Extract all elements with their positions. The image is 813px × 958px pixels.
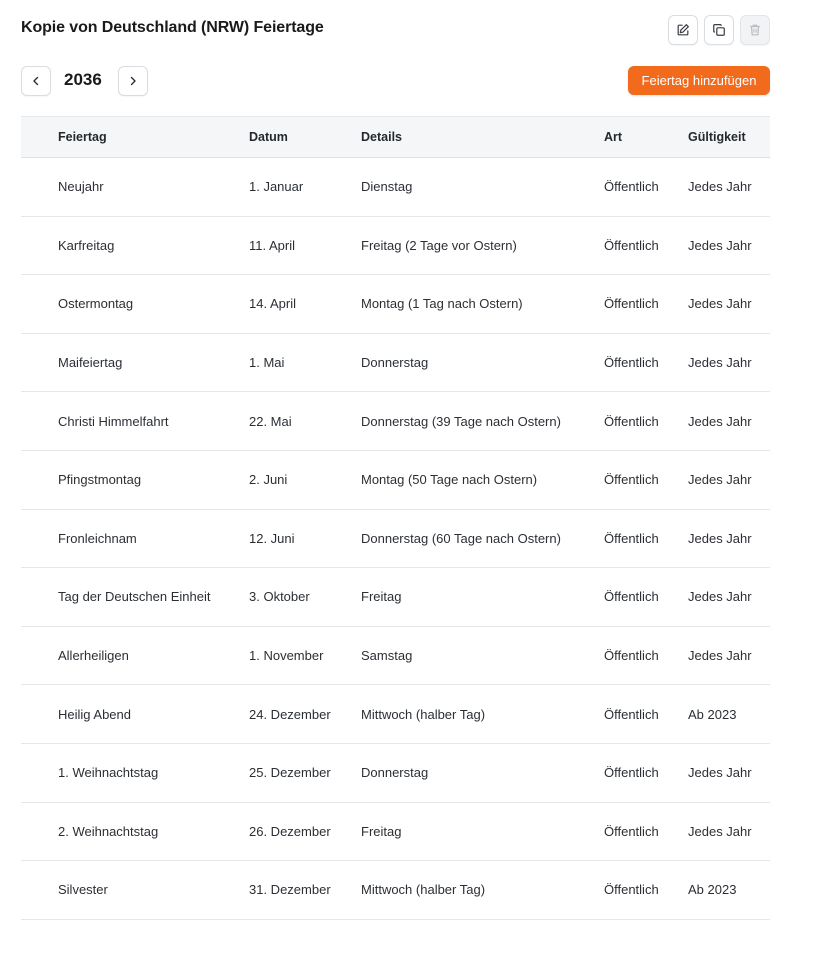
trash-icon xyxy=(748,23,762,37)
holiday-name: Christi Himmelfahrt xyxy=(21,392,249,451)
holiday-date: 1. November xyxy=(249,626,361,685)
chevron-right-icon xyxy=(127,75,139,87)
holiday-validity: Ab 2023 xyxy=(688,685,770,744)
table-row[interactable] xyxy=(21,216,770,275)
holiday-type: Öffentlich xyxy=(604,450,688,509)
table-row[interactable] xyxy=(21,568,770,627)
holiday-type: Öffentlich xyxy=(604,802,688,861)
table-row[interactable] xyxy=(21,450,770,509)
table-row[interactable] xyxy=(21,626,770,685)
holiday-date: 1. Mai xyxy=(249,333,361,392)
edit-icon xyxy=(676,23,690,37)
copy-icon xyxy=(712,23,726,37)
holiday-name: Pfingstmontag xyxy=(21,450,249,509)
table-row[interactable] xyxy=(21,861,770,920)
table-row[interactable] xyxy=(21,275,770,334)
table-row[interactable] xyxy=(21,509,770,568)
holiday-type: Öffentlich xyxy=(604,743,688,802)
holiday-date: 11. April xyxy=(249,216,361,275)
holiday-details: Montag (1 Tag nach Ostern) xyxy=(361,275,604,334)
holiday-validity: Jedes Jahr xyxy=(688,450,770,509)
holiday-type: Öffentlich xyxy=(604,861,688,920)
holiday-type: Öffentlich xyxy=(604,509,688,568)
next-year-button[interactable] xyxy=(118,66,148,96)
holidays-table xyxy=(21,116,770,920)
table-row[interactable] xyxy=(21,158,770,217)
holiday-date: 1. Januar xyxy=(249,158,361,217)
holiday-details: Freitag xyxy=(361,568,604,627)
holiday-name: Neujahr xyxy=(21,158,249,217)
holiday-type: Öffentlich xyxy=(604,158,688,217)
holiday-validity: Jedes Jahr xyxy=(688,275,770,334)
previous-year-button[interactable] xyxy=(21,66,51,96)
holiday-date: 25. Dezember xyxy=(249,743,361,802)
holiday-validity: Jedes Jahr xyxy=(688,158,770,217)
holiday-validity: Ab 2023 xyxy=(688,861,770,920)
table-row[interactable] xyxy=(21,333,770,392)
add-holiday-button[interactable]: Feiertag hinzufügen xyxy=(628,66,770,95)
table-row[interactable] xyxy=(21,743,770,802)
holiday-details: Mittwoch (halber Tag) xyxy=(361,861,604,920)
holiday-type: Öffentlich xyxy=(604,333,688,392)
holiday-details: Donnerstag xyxy=(361,333,604,392)
holiday-name: 1. Weihnachtstag xyxy=(21,743,249,802)
holiday-name: Silvester xyxy=(21,861,249,920)
column-header-validity[interactable]: Gültigkeit xyxy=(688,117,770,158)
table-row[interactable] xyxy=(21,802,770,861)
holiday-details: Donnerstag (39 Tage nach Ostern) xyxy=(361,392,604,451)
holiday-name: 2. Weihnachtstag xyxy=(21,802,249,861)
holiday-name: Fronleichnam xyxy=(21,509,249,568)
holiday-validity: Jedes Jahr xyxy=(688,743,770,802)
column-header-type[interactable]: Art xyxy=(604,117,688,158)
holiday-details: Donnerstag xyxy=(361,743,604,802)
chevron-left-icon xyxy=(30,75,42,87)
holiday-validity: Jedes Jahr xyxy=(688,802,770,861)
holiday-validity: Jedes Jahr xyxy=(688,392,770,451)
holiday-date: 2. Juni xyxy=(249,450,361,509)
holiday-date: 24. Dezember xyxy=(249,685,361,744)
current-year: 2036 xyxy=(64,70,102,89)
holiday-date: 31. Dezember xyxy=(249,861,361,920)
holiday-type: Öffentlich xyxy=(604,216,688,275)
holiday-name: Heilig Abend xyxy=(21,685,249,744)
edit-button[interactable] xyxy=(668,15,698,45)
holiday-validity: Jedes Jahr xyxy=(688,509,770,568)
copy-button[interactable] xyxy=(704,15,734,45)
holiday-details: Mittwoch (halber Tag) xyxy=(361,685,604,744)
holiday-validity: Jedes Jahr xyxy=(688,568,770,627)
holiday-details: Samstag xyxy=(361,626,604,685)
holiday-date: 12. Juni xyxy=(249,509,361,568)
holiday-details: Montag (50 Tage nach Ostern) xyxy=(361,450,604,509)
holiday-date: 14. April xyxy=(249,275,361,334)
holiday-validity: Jedes Jahr xyxy=(688,333,770,392)
holiday-type: Öffentlich xyxy=(604,568,688,627)
holiday-name: Tag der Deutschen Einheit xyxy=(21,568,249,627)
holiday-name: Maifeiertag xyxy=(21,333,249,392)
column-header-details[interactable]: Details xyxy=(361,117,604,158)
holiday-type: Öffentlich xyxy=(604,392,688,451)
column-header-date[interactable]: Datum xyxy=(249,117,361,158)
holiday-type: Öffentlich xyxy=(604,685,688,744)
delete-button[interactable] xyxy=(740,15,770,45)
holiday-details: Donnerstag (60 Tage nach Ostern) xyxy=(361,509,604,568)
holiday-validity: Jedes Jahr xyxy=(688,216,770,275)
holiday-date: 3. Oktober xyxy=(249,568,361,627)
holiday-type: Öffentlich xyxy=(604,626,688,685)
table-header-row xyxy=(21,117,770,158)
column-header-holiday[interactable]: Feiertag xyxy=(21,117,249,158)
holiday-validity: Jedes Jahr xyxy=(688,626,770,685)
holiday-type: Öffentlich xyxy=(604,275,688,334)
holiday-name: Ostermontag xyxy=(21,275,249,334)
holiday-details: Freitag xyxy=(361,802,604,861)
holiday-details: Freitag (2 Tage vor Ostern) xyxy=(361,216,604,275)
holiday-name: Allerheiligen xyxy=(21,626,249,685)
table-row[interactable] xyxy=(21,392,770,451)
page-title: Kopie von Deutschland (NRW) Feiertage xyxy=(21,19,324,36)
holiday-details: Dienstag xyxy=(361,158,604,217)
holiday-date: 26. Dezember xyxy=(249,802,361,861)
table-row[interactable] xyxy=(21,685,770,744)
holiday-name: Karfreitag xyxy=(21,216,249,275)
holiday-date: 22. Mai xyxy=(249,392,361,451)
